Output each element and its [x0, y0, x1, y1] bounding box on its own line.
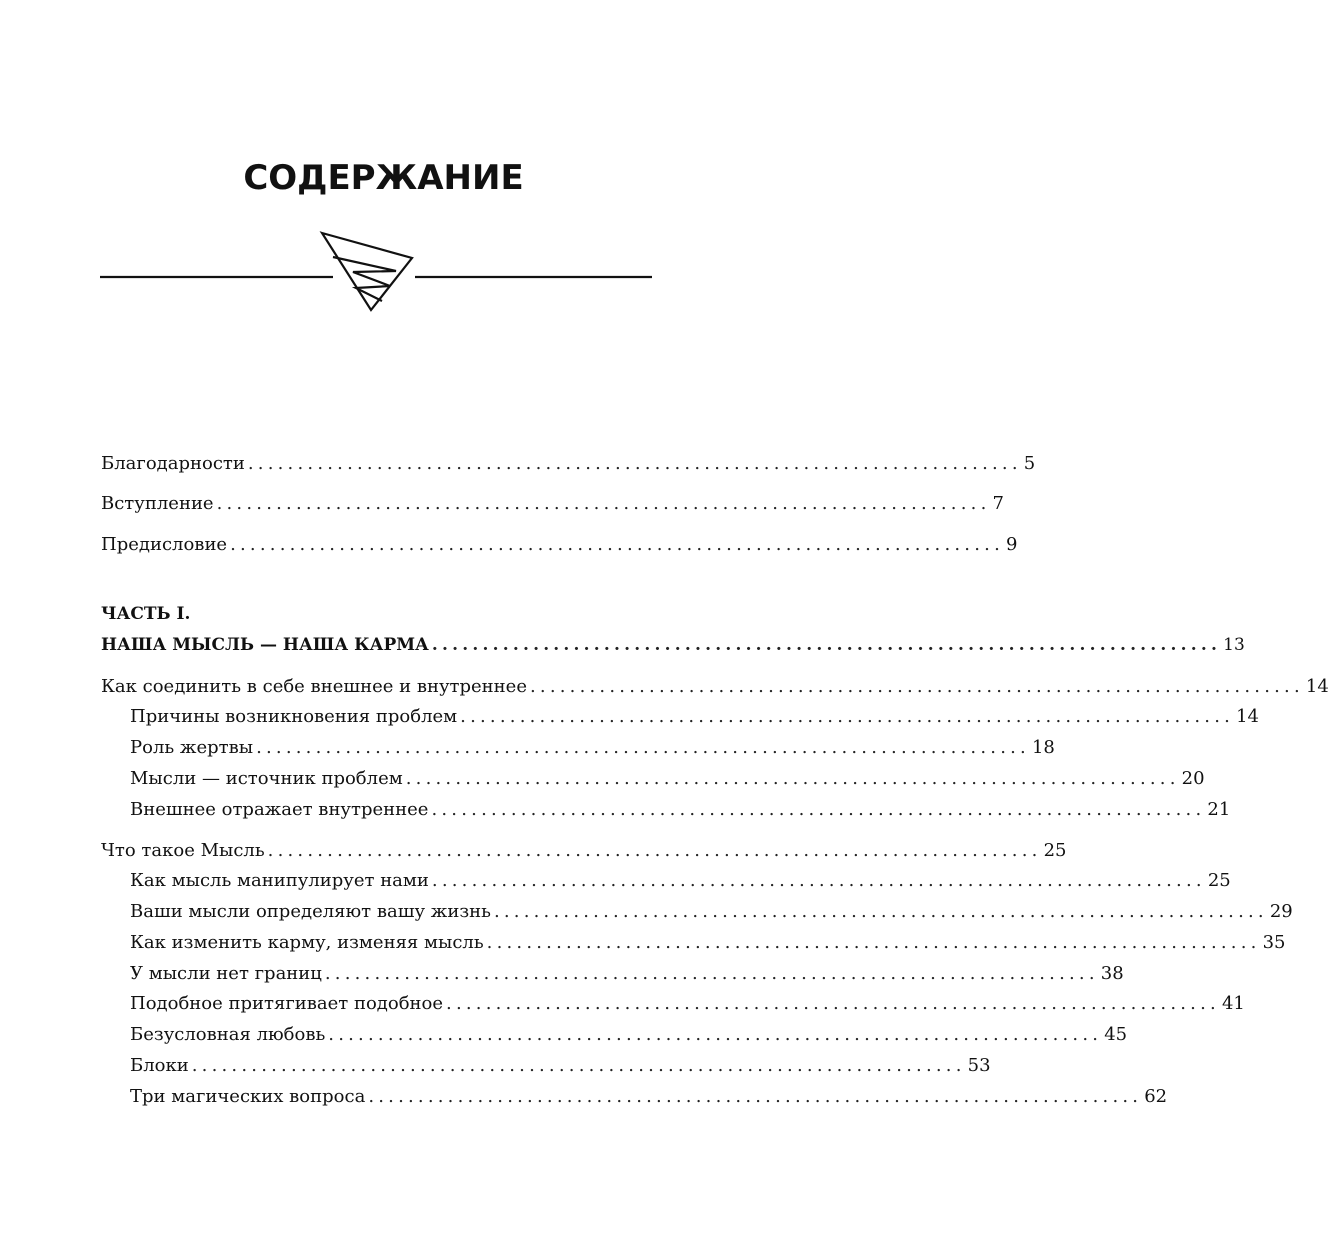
- leader-dots: ..............................................................................: [405, 768, 1180, 789]
- toc-entry-section[interactable]: [130, 1021, 1128, 1049]
- leader-dots: ..............................................................................: [324, 963, 1099, 984]
- toc-entry-section[interactable]: [130, 990, 1245, 1018]
- leader-dots: ..............................................................................: [216, 493, 991, 514]
- toc-entry-title: Как мысль манипулирует нами: [130, 870, 429, 891]
- toc-entry-section[interactable]: [130, 867, 1231, 895]
- leader-dots: ..............................................................................: [191, 1055, 966, 1076]
- toc-entry-page: 21: [1207, 799, 1231, 820]
- toc-entry-page: 53: [967, 1055, 991, 1076]
- toc-entry-title: Подобное притягивает подобное: [130, 993, 444, 1014]
- toc-entry-title: Безусловная любовь: [130, 1024, 326, 1045]
- toc-entry-page: 62: [1144, 1086, 1168, 1107]
- toc-entry-acknowledgements[interactable]: [101, 450, 1036, 478]
- leader-dots: ..............................................................................: [230, 534, 1004, 555]
- leader-dots: ..............................................................................: [328, 1024, 1103, 1045]
- toc-entry-title: Предисловие: [101, 534, 228, 555]
- toc-entry-page: 13: [1223, 635, 1245, 655]
- toc-entry-title: Роль жертвы: [130, 737, 254, 758]
- toc-entry-page: 25: [1043, 840, 1067, 861]
- leader-dots: ..............................................................................: [267, 840, 1042, 861]
- leader-dots: ..............................................................................: [431, 799, 1206, 820]
- toc-entry-page: 38: [1100, 963, 1124, 984]
- toc-entry-title: Внешнее отражает внутреннее: [130, 799, 429, 820]
- leader-dots: ..............................................................................: [256, 737, 1030, 758]
- leader-dots: ..............................................................................: [529, 676, 1304, 697]
- toc-entry-title: Как соединить в себе внешнее и внутреннее: [101, 676, 527, 697]
- toc-entry-chapter[interactable]: [101, 837, 1067, 865]
- toc-entry-title: У мысли нет границ: [130, 963, 322, 984]
- toc-entry-page: 41: [1221, 993, 1245, 1014]
- ornament-divider: [100, 228, 652, 318]
- toc-entry-title: Благодарности: [101, 453, 245, 474]
- toc-entry-page: 9: [1006, 534, 1018, 555]
- leader-dots: ..............................................................................: [486, 932, 1261, 953]
- toc-entry-title: Причины возникновения проблем: [130, 706, 458, 727]
- toc-entry-section[interactable]: [130, 1052, 991, 1080]
- toc-entry-page: 45: [1104, 1024, 1128, 1045]
- toc-entry-title: НАША МЫСЛЬ — НАША КАРМА: [101, 635, 429, 655]
- toc-entry-introduction[interactable]: [101, 490, 1004, 518]
- toc-entry-title: Что такое Мысль: [101, 840, 265, 861]
- toc-entry-page: 35: [1262, 932, 1286, 953]
- toc-entry-title: Как изменить карму, изменяя мысль: [130, 932, 484, 953]
- toc-entry-title: Три магических вопроса: [130, 1086, 366, 1107]
- leader-dots: ..............................................................................: [431, 870, 1206, 891]
- toc-entry-page: 18: [1031, 737, 1055, 758]
- toc-entry-page: 14: [1236, 706, 1259, 727]
- leader-dots: ..............................................................................: [368, 1086, 1143, 1107]
- triangle-ornament-icon: [322, 233, 412, 310]
- toc-entry-page: 7: [992, 493, 1004, 514]
- toc-entry-page: 29: [1269, 901, 1293, 922]
- toc-entry-page: 25: [1207, 870, 1231, 891]
- toc-entry-section[interactable]: [130, 960, 1124, 988]
- toc-entry-preface[interactable]: [101, 531, 1018, 559]
- toc-entry-section[interactable]: [130, 1083, 1168, 1111]
- toc-entry-section[interactable]: [130, 796, 1231, 824]
- toc-entry-section[interactable]: [130, 703, 1259, 731]
- toc-entry-section[interactable]: [130, 929, 1286, 957]
- toc-entry-title: Мысли — источник проблем: [130, 768, 403, 789]
- leader-dots: ..............................................................................: [247, 453, 1022, 474]
- toc-entry-page: 20: [1181, 768, 1205, 789]
- toc-entry-part-1[interactable]: [101, 631, 1245, 659]
- toc-entry-chapter[interactable]: [101, 673, 1329, 701]
- page-title: СОДЕРЖАНИЕ: [243, 158, 524, 198]
- toc-entry-title: Ваши мысли определяют вашу жизнь: [130, 901, 491, 922]
- part-label: ЧАСТЬ I.: [101, 604, 191, 624]
- leader-dots: ..............................................................................: [460, 706, 1235, 727]
- leader-dots: ..............................................................................: [431, 635, 1222, 655]
- toc-entry-section[interactable]: [130, 734, 1055, 762]
- toc-entry-title: Вступление: [101, 493, 214, 514]
- toc-entry-title: Блоки: [130, 1055, 189, 1076]
- leader-dots: ..............................................................................: [493, 901, 1268, 922]
- leader-dots: ..............................................................................: [446, 993, 1220, 1014]
- toc-entry-section[interactable]: [130, 765, 1205, 793]
- toc-entry-section[interactable]: [130, 898, 1293, 926]
- toc-entry-page: 14: [1305, 676, 1329, 697]
- toc-entry-page: 5: [1023, 453, 1036, 474]
